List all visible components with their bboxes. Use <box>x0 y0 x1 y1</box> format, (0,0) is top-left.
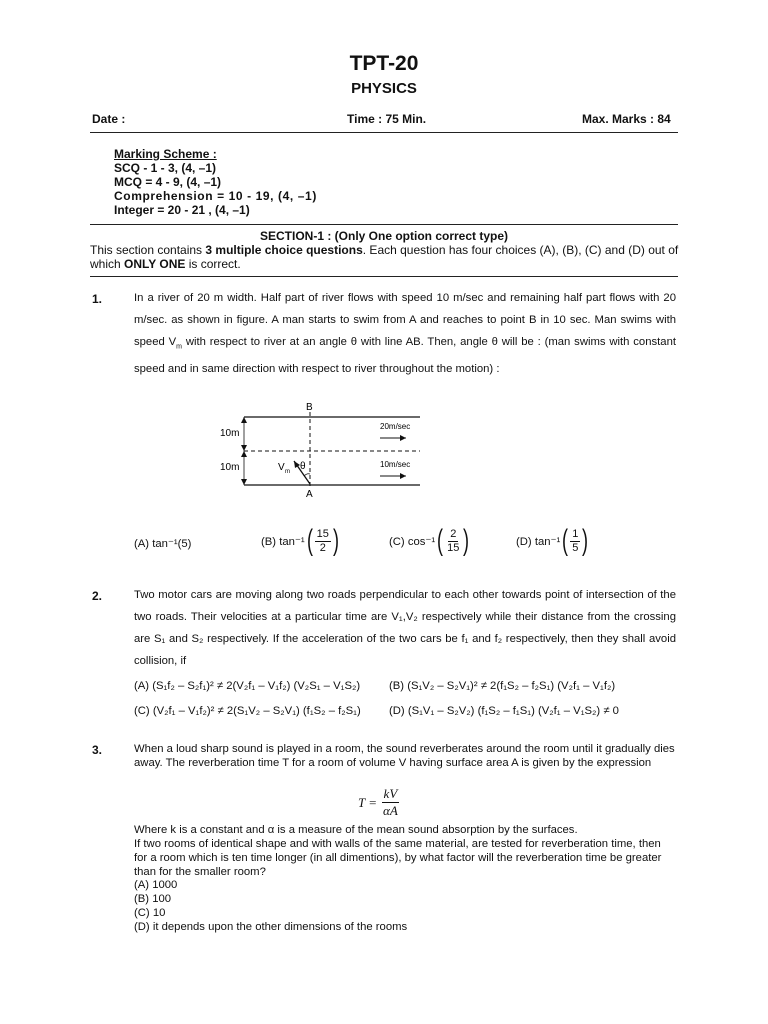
subject-title: PHYSICS <box>351 80 417 97</box>
q2-option-c[interactable]: (C) (V₂f₁ – V₁f₂)² ≠ 2(S₁V₂ – S₂V₁) (f₁S₂ – f₂S₁) <box>134 705 361 717</box>
label-theta: θ <box>300 461 306 472</box>
header-rule <box>90 132 678 133</box>
q1-option-c[interactable]: (C) cos⁻¹ ( $\frac{2}{15}$ ) <box>389 524 470 557</box>
q1-subscript: m <box>176 343 182 351</box>
label-10m-top: 10m <box>220 428 240 439</box>
question-text: Two motor cars are moving along two roads perpendicular to each other towards point of intersection of the two roads. Their velocities at a particular time are V₁,V₂ respectively while their distance from the crossing are S₁ and S₂ respectively. If the acceleration of the two cars be f₁ and f₂ respectively, then they shall avoid collision, if <box>134 589 676 667</box>
q2-option-d[interactable]: (D) (S₁V₁ – S₂V₂) (f₁S₂ – f₁S₁) (V₂f₁ – V₁S₂) ≠ 0 <box>389 705 619 717</box>
time-label: Time : 75 Min. <box>347 112 427 126</box>
q1-c-prefix: (C) cos⁻¹ <box>389 535 436 548</box>
section-top-rule <box>90 224 678 225</box>
label-vm: V <box>278 462 285 473</box>
formula-num: kV <box>383 786 398 801</box>
q1-c-den: 15 <box>447 541 460 554</box>
marking-scheme-heading: Marking Scheme : <box>114 147 217 161</box>
q1-b-den: 2 <box>319 541 326 554</box>
question-text <box>134 287 676 380</box>
q3-option-d[interactable]: (D) it depends upon the other dimensions of the rooms <box>134 921 408 933</box>
q1-option-b[interactable]: (B) tan⁻¹ ( $\frac{15}{2}$ ) <box>261 524 339 557</box>
test-title: TPT-20 <box>349 52 419 75</box>
q1-option-d[interactable]: (D) tan⁻¹ ( $\frac{1}{5}$ ) <box>516 524 589 557</box>
label-10ms: 10m/sec <box>380 460 411 469</box>
scheme-line: Comprehension = 10 - 19, (4, –1) <box>114 189 317 203</box>
q1-b-num: 15 <box>316 527 329 540</box>
q1-d-num: 1 <box>572 527 579 540</box>
marking-scheme <box>114 147 317 217</box>
desc-text: . Each question has four choices (A), (B), (C) and (D) out of which <box>90 243 679 271</box>
question-number: 2. <box>92 589 103 603</box>
formula-den: αA <box>383 803 398 818</box>
label-20ms: 20m/sec <box>380 422 411 431</box>
q1-d-den: 5 <box>572 541 579 554</box>
question-text: When a loud sharp sound is played in a room, the sound reverberates around the room until it gradually dies away. The reverberation time T for a room of volume V having surface area A is given by the expression <box>134 743 675 769</box>
scheme-line: SCQ - 1 - 3, (4, –1) <box>114 161 217 175</box>
q1-b-prefix: (B) tan⁻¹ <box>261 535 305 548</box>
label-a: A <box>306 489 313 500</box>
q2-option-b[interactable]: (B) (S₁V₂ – S₂V₁)² ≠ 2(f₁S₂ – f₂S₁) (V₂f₁ – V₁f₂) <box>389 680 616 692</box>
section-description <box>90 243 680 271</box>
desc-bold: 3 multiple choice questions <box>205 243 363 257</box>
date-label: Date : <box>92 112 126 126</box>
question-text: Where k is a constant and α is a measure of the mean sound absorption by the surfaces. <box>134 824 578 836</box>
marks-label: Max. Marks : 84 <box>582 112 671 126</box>
scheme-line: MCQ = 4 - 9, (4, –1) <box>114 175 222 189</box>
scheme-line: Integer = 20 - 21 , (4, –1) <box>114 203 250 217</box>
q3-option-a[interactable]: (A) 1000 <box>134 879 178 891</box>
label-10m-bottom: 10m <box>220 462 240 473</box>
section-title: SECTION-1 : (Only One option correct type) <box>259 229 509 243</box>
river-figure <box>210 396 430 502</box>
label-vm-sub: m <box>285 469 290 475</box>
question-number: 1. <box>92 292 103 306</box>
formula-lhs: T = <box>358 794 378 810</box>
question-number: 3. <box>92 743 103 757</box>
desc-bold: ONLY ONE <box>124 257 186 271</box>
q3-option-c[interactable]: (C) 10 <box>134 907 166 919</box>
q2-option-a[interactable]: (A) (S₁f₂ – S₂f₁)² ≠ 2(V₂f₁ – V₁f₂) (V₂S₁ – V₁S₂) <box>134 680 361 692</box>
question-text: If two rooms of identical shape and with walls of the same material, are tested for reverberation time, then for a room which is ten time longer (in all dimentions), by what factor will the reverberation time be greater than for the smaller room? <box>134 838 662 878</box>
q1-text-b: with respect to river at an angle θ with line AB. Then, angle θ will be : (man swims with constant speed and in same direction with respect to river throughout the motion) : <box>134 336 676 376</box>
q1-c-num: 2 <box>450 527 457 540</box>
q1-text-a: In a river of 20 m width. Half part of river flows with speed 10 m/sec and remaining half part flows with 20 m/sec. as shown in figure. A man starts to swim from A and reaches to point B in 10 sec. Man swims with speed V <box>134 292 676 348</box>
desc-text: This section contains <box>90 243 206 257</box>
label-b: B <box>306 402 313 413</box>
q1-option-a[interactable]: (A) tan⁻¹(5) <box>134 538 192 550</box>
section-bottom-rule <box>90 276 678 277</box>
reverberation-formula <box>358 786 400 819</box>
q3-option-b[interactable]: (B) 100 <box>134 893 172 905</box>
desc-text: is correct. <box>185 257 241 271</box>
q1-d-prefix: (D) tan⁻¹ <box>516 535 561 548</box>
